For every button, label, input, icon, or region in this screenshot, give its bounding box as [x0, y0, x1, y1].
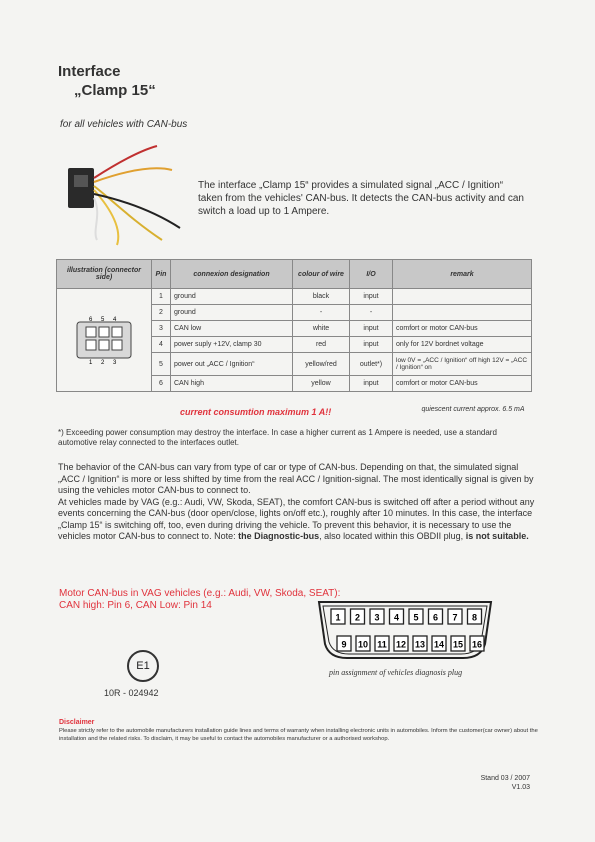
connector-num-5: 5	[101, 317, 105, 323]
cell-pin: 1	[152, 289, 171, 305]
obd-pin-label-5: 5	[413, 612, 419, 623]
header-remark: remark	[393, 260, 532, 289]
document-title	[58, 62, 156, 100]
obd-pin-label-4: 4	[393, 612, 400, 623]
title-line-2: „Clamp 15“	[74, 82, 156, 99]
cell-remark: low 0V = „ACC / Ignition“ off high 12V = „ACC / Ignition“ on	[393, 353, 532, 376]
cell-pin: 4	[152, 337, 171, 353]
approval-number: 10R - 024942	[104, 688, 159, 698]
cell-designation: CAN low	[171, 321, 293, 337]
cell-remark: only for 12V bordnet voltage	[393, 337, 532, 353]
cell-colour: black	[293, 289, 350, 305]
connector-num-6: 6	[89, 317, 93, 323]
disclaimer-heading: Disclaimer	[59, 719, 95, 726]
obd-pin-label-2: 2	[354, 612, 361, 623]
cell-designation: CAN high	[171, 376, 293, 392]
connector-num-3: 3	[113, 360, 117, 364]
version-info	[470, 774, 530, 792]
title-line-1: Interface	[58, 63, 121, 80]
connector-illustration	[57, 289, 152, 392]
cell-io: outlet*)	[350, 353, 393, 376]
version-number: V1.03	[511, 784, 530, 791]
connector-num-4: 4	[113, 317, 117, 323]
obd-pin-label-9: 9	[341, 639, 347, 650]
cell-colour: red	[293, 337, 350, 353]
obd-pin-label-3: 3	[374, 612, 380, 623]
header-illustration: illustration (connector side)	[57, 260, 152, 289]
e1-approval-mark: E1	[127, 650, 159, 682]
cell-designation: power out „ACC / Ignition“	[171, 353, 293, 376]
table-row	[57, 289, 532, 305]
header-designation: connexion designation	[171, 260, 293, 289]
cell-remark: comfort or motor CAN-bus	[393, 321, 532, 337]
cell-io: input	[350, 321, 393, 337]
header-colour: colour of wire	[293, 260, 350, 289]
table-header-row	[57, 260, 532, 289]
obd-top-pins	[331, 609, 482, 624]
connector-housing	[68, 168, 94, 208]
obd-pin-label-7: 7	[452, 612, 458, 623]
obd-bottom-pins	[337, 636, 484, 651]
obd-pin-label-16: 16	[471, 639, 483, 650]
intro-text: The interface „Clamp 15“ provides a simulated signal „ACC / Ignition“ taken from the vehicles' CAN-bus. It detects the CAN-bus activity and can switch a load up to 1 Ampere.	[198, 180, 524, 217]
cell-designation: ground	[171, 289, 293, 305]
cell-colour: white	[293, 321, 350, 337]
obd-plug-diagram	[313, 598, 497, 668]
cell-pin: 6	[152, 376, 171, 392]
cell-colour: yellow	[293, 376, 350, 392]
cell-designation: power suply +12V, clamp 30	[171, 337, 293, 353]
obd-pin-label-1: 1	[335, 612, 341, 623]
para2-bold-2: is not suitable.	[465, 531, 529, 541]
current-warning: current consumtion maximum 1 A!!	[180, 407, 332, 417]
pin-table	[56, 259, 532, 392]
product-photo	[62, 140, 187, 248]
motor-line-1: Motor CAN-bus in VAG vehicles (e.g.: Audi, VW, Skoda, SEAT):	[59, 588, 341, 599]
obd-pin-label-15: 15	[452, 639, 464, 650]
cell-designation: ground	[171, 305, 293, 321]
quiescent-note: quiescent current approx. 6.5 mA	[421, 406, 525, 413]
connector-num-2: 2	[101, 360, 105, 364]
obd-pin-label-11: 11	[377, 639, 387, 650]
cell-pin: 2	[152, 305, 171, 321]
motor-can-info	[59, 588, 340, 612]
cell-colour: yellow/red	[293, 353, 350, 376]
header-pin: Pin	[152, 260, 171, 289]
obd-pin-label-14: 14	[433, 639, 445, 650]
behavior-paragraph-2	[58, 497, 538, 543]
connector-diagram	[73, 314, 135, 364]
cell-io: input	[350, 376, 393, 392]
disclaimer-text: Please strictly refer to the automobile manufacturers installation guide lines and terms of warranty when installing electronic units in automobiles. Inform the customer(car owner) about the installation and the related risks. To disclaim, it may be useful to contact the automobiles manufacturer or a authorised workshop.	[59, 728, 538, 742]
para2-mid: , also located within this OBDII plug,	[319, 531, 466, 541]
obd-pin-label-8: 8	[471, 612, 478, 623]
obd-pin-label-6: 6	[432, 612, 439, 623]
cell-remark: comfort or motor CAN-bus	[393, 376, 532, 392]
connector-num-1: 1	[89, 360, 93, 364]
cell-io: input	[350, 337, 393, 353]
obd-pin-label-12: 12	[395, 639, 407, 650]
cell-remark	[393, 305, 532, 321]
behavior-paragraph-1: The behavior of the CAN-bus can vary from type of car or type of CAN-bus. Depending on that, the simulated signal „ACC / Ignition“ is more or less shifted by time from the real ACC / Ignition-signal. The most identically signal is given by using the vehicles motor CAN-bus to connect to.	[58, 462, 534, 495]
para2-bold-1: the Diagnostic-bus	[238, 531, 320, 541]
stand-date: Stand 03 / 2007	[480, 775, 530, 782]
cell-colour: -	[293, 305, 350, 321]
para2-start: At vehicles made by VAG (e.g.: Audi, VW, Skoda, SEAT), the comfort CAN-bus is switched off after a period without any events concerning the CAN-bus (door open/close, lights on/off etc.), roughly after 10 minutes. In this case, the interface „Clamp 15“ is switching off, too, even during driving the vehicle. To prevent this behavior, it is necessary to use the vehicles motor CAN-bus to connect to. Note:	[58, 496, 535, 541]
cell-remark	[393, 289, 532, 305]
motor-line-2: CAN high: Pin 6, CAN Low: Pin 14	[59, 600, 212, 611]
subtitle: for all vehicles with CAN-bus	[60, 119, 188, 130]
pin-assignment-caption: pin assignment of vehicles diagnosis plug	[329, 668, 463, 677]
header-io: I/O	[350, 260, 393, 289]
cell-io: -	[350, 305, 393, 321]
obd-pin-label-10: 10	[357, 639, 369, 650]
cell-pin: 5	[152, 353, 171, 376]
footnote: *) Exceeding power consumption may destroy the interface. In case a higher current as 1 Ampere is needed, use a standard automotive relay connected to the interfaces outlet.	[58, 428, 497, 447]
cell-pin: 3	[152, 321, 171, 337]
obd-pin-label-13: 13	[414, 639, 426, 650]
cell-io: input	[350, 289, 393, 305]
behavior-text	[58, 462, 538, 543]
